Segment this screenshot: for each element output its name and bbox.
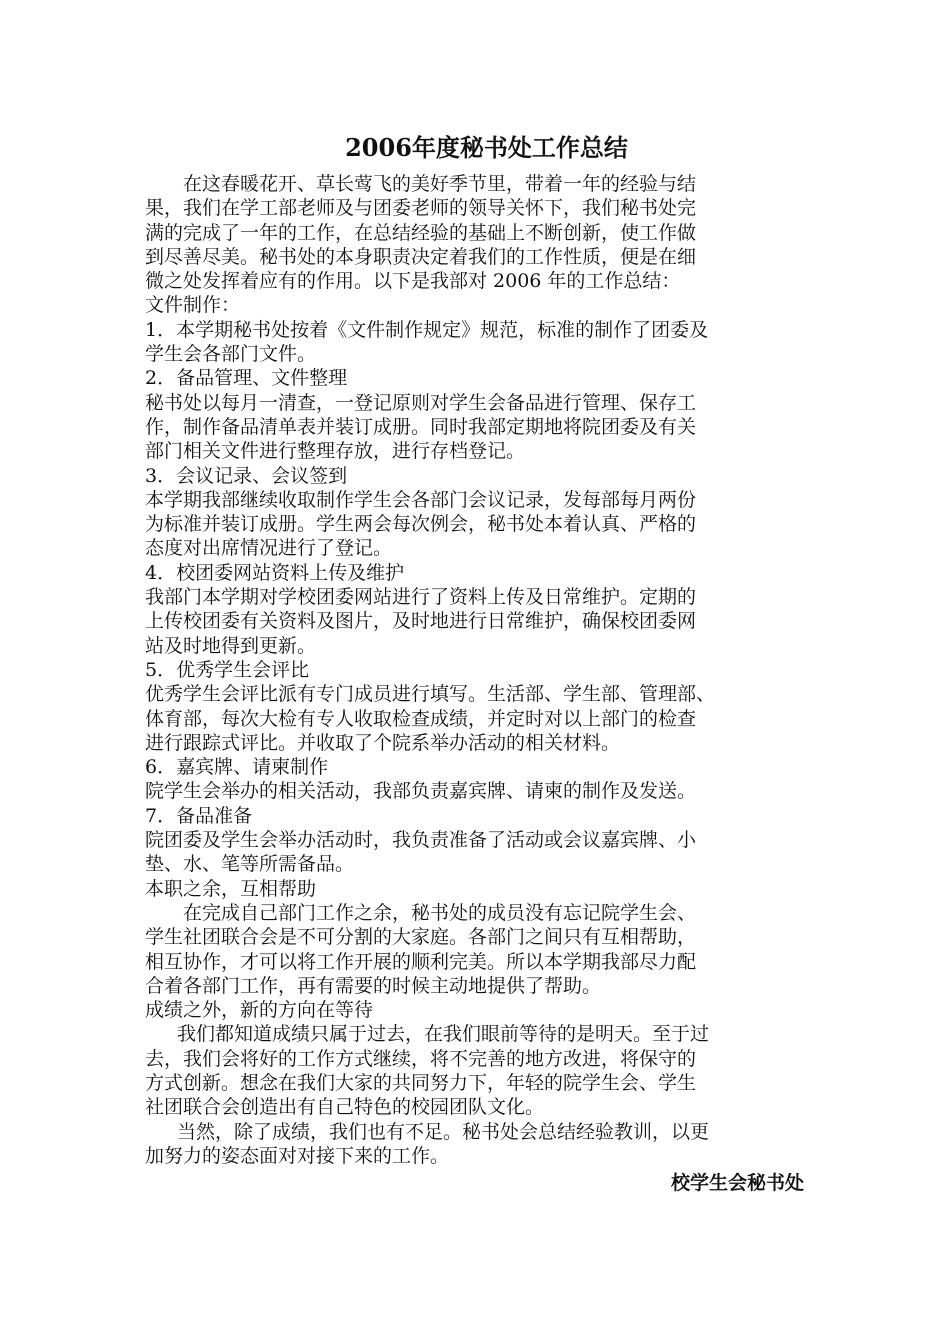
body-line: 文件制作： <box>145 294 241 317</box>
body-line: 在完成自己部门工作之余，秘书处的成员没有忘记院学生会、 <box>183 901 697 924</box>
body-line: 体育部，每次大检有专人收取检查成绩，并定时对以上部门的检查 <box>145 707 697 730</box>
body-line: 相互协作，才可以将工作开展的顺利完美。所以本学期我部尽力配 <box>145 950 697 973</box>
document-page <box>145 128 808 1198</box>
body-line: 本学期我部继续收取制作学生会各部门会议记录，发每部每月两份 <box>145 488 697 511</box>
body-line: 学生会各部门文件。 <box>145 343 317 366</box>
body-line: 进行跟踪式评比。并收取了个院系举办活动的相关材料。 <box>145 731 621 754</box>
body-line: 满的完成了一年的工作，在总结经验的基础上不断创新，使工作做 <box>145 221 697 244</box>
body-line: 3．会议记录、会议签到 <box>145 464 348 487</box>
body-line: 站及时地得到更新。 <box>145 634 317 657</box>
signature: 校学生会秘书处 <box>670 1172 804 1195</box>
body-line: 部门相关文件进行整理存放，进行存档登记。 <box>145 440 526 463</box>
body-line: 在这春暖花开、草长莺飞的美好季节里，带着一年的经验与结 <box>183 173 697 195</box>
body-line: 5．优秀学生会评比 <box>145 658 310 681</box>
document-title: 2006年度秘书处工作总结 <box>345 133 628 162</box>
body-line: 优秀学生会评比派有专门成员进行填写。生活部、学生部、管理部、 <box>145 683 716 706</box>
body-line: 成绩之外，新的方向在等待 <box>145 999 374 1022</box>
body-line: 院团委及学生会举办活动时，我负责准备了活动或会议嘉宾牌、小 <box>145 829 697 852</box>
body-line: 7．备品准备 <box>145 804 253 827</box>
body-line: 到尽善尽美。秘书处的本身职责决定着我们的工作性质，便是在细 <box>145 245 697 268</box>
body-line: 2．备品管理、文件整理 <box>145 367 348 390</box>
body-line: 加努力的姿态面对对接下来的工作。 <box>145 1144 450 1167</box>
body-line: 4．校团委网站资料上传及维护 <box>145 561 405 584</box>
document-body <box>145 172 808 1168</box>
body-line: 作，制作备品清单表并装订成册。同时我部定期地将院团委及有关 <box>145 415 697 438</box>
body-line: 微之处发挥着应有的作用。以下是我部对 2006 年的工作总结： <box>145 270 681 293</box>
body-line: 学生社团联合会是不可分割的大家庭。各部门之间只有互相帮助， <box>145 926 697 949</box>
body-line: 1．本学期秘书处按着《文件制作规定》规范，标准的制作了团委及 <box>145 318 709 341</box>
body-line: 去，我们会将好的工作方式继续，将不完善的地方改进，将保守的 <box>145 1047 697 1070</box>
body-line: 果，我们在学工部老师及与团委老师的领导关怀下，我们秘书处完 <box>145 197 697 220</box>
body-line: 社团联合会创造出有自己特色的校园团队文化。 <box>145 1096 545 1119</box>
body-line: 垫、水、笔等所需备品。 <box>145 853 355 876</box>
body-line: 上传校团委有关资料及图片，及时地进行日常维护，确保校团委网 <box>145 610 697 633</box>
body-line: 为标准并装订成册。学生两会每次例会，秘书处本着认真、严格的 <box>145 513 697 536</box>
body-line: 我部门本学期对学校团委网站进行了资料上传及日常维护。定期的 <box>145 586 697 609</box>
body-line: 当然，除了成绩，我们也有不足。秘书处会总结经验教训，以更 <box>177 1120 710 1143</box>
body-line: 方式创新。想念在我们大家的共同努力下，年轻的院学生会、学生 <box>145 1071 697 1094</box>
body-line: 态度对出席情况进行了登记。 <box>145 537 393 560</box>
body-line: 6．嘉宾牌、请柬制作 <box>145 756 329 779</box>
body-line: 秘书处以每月一清查，一登记原则对学生会备品进行管理、保存工 <box>145 391 697 414</box>
body-line: 院学生会举办的相关活动，我部负责嘉宾牌、请柬的制作及发送。 <box>145 780 697 803</box>
body-line: 本职之余，互相帮助 <box>145 877 317 900</box>
body-line: 合着各部门工作，再有需要的时候主动地提供了帮助。 <box>145 974 602 997</box>
body-line: 我们都知道成绩只属于过去，在我们眼前等待的是明天。至于过 <box>177 1023 710 1046</box>
